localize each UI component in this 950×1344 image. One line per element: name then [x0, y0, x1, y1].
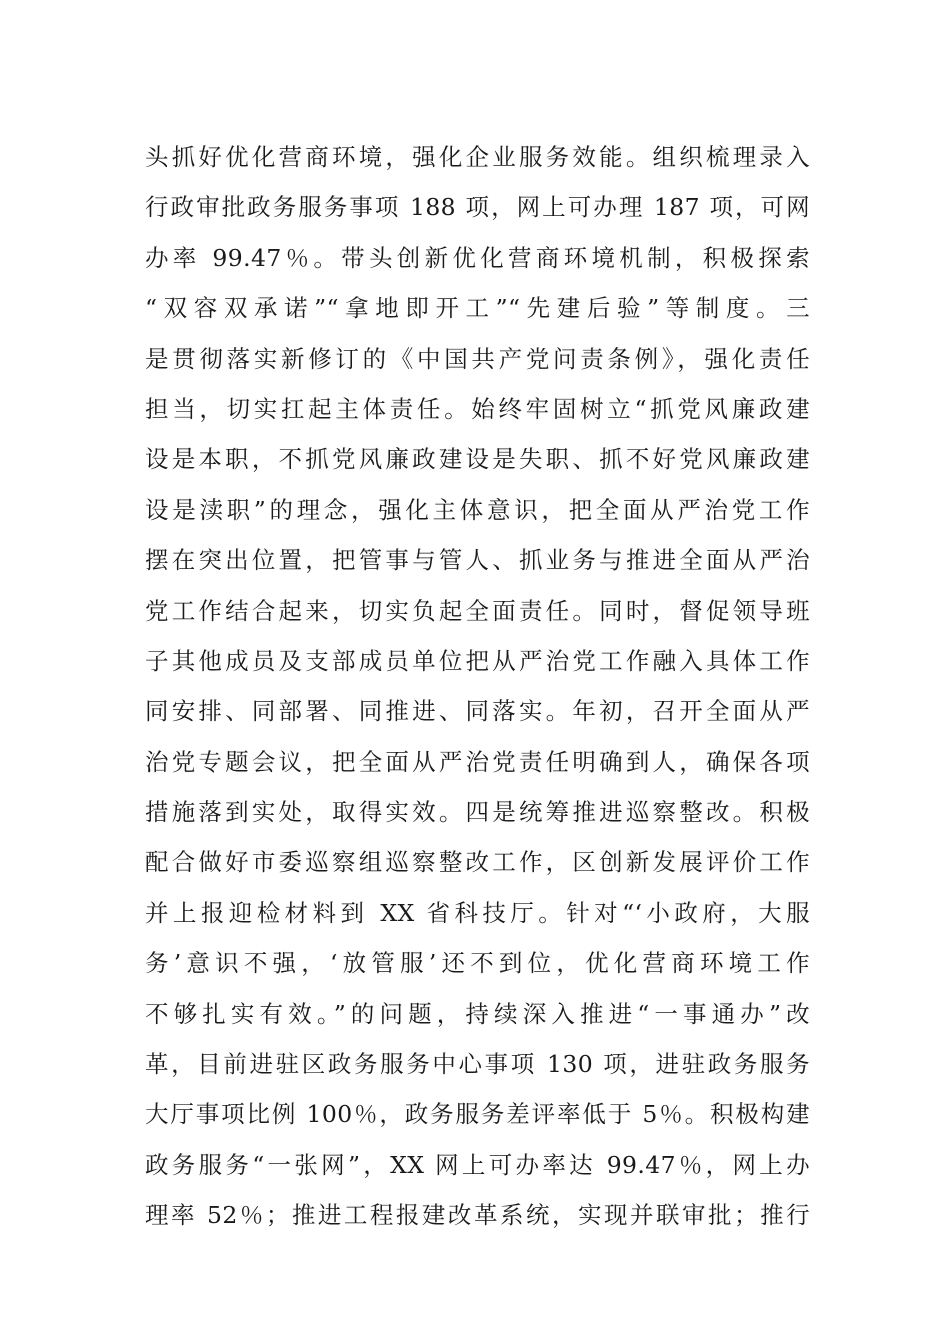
text-line: 务’意识不强，‘放管服’还不到位，优化营商环境工作 — [145, 949, 810, 978]
text-line: 党工作结合起来，切实负起全面责任。同时，督促领导班 — [145, 596, 810, 625]
text-line: 担当，切实扛起主体责任。始终牢固树立“抓党风廉政建 — [145, 394, 810, 423]
text-line: 配合做好市委巡察组巡察整改工作，区创新发展评价工作 — [145, 848, 810, 877]
text-line: 行政审批政务服务事项 188 项，网上可办理 187 项，可网 — [145, 193, 810, 222]
text-line: 摆在突出位置，把管事与管人、抓业务与推进全面从严治 — [145, 546, 810, 575]
text-line: 设是渎职”的理念，强化主体意识，把全面从严治党工作 — [145, 495, 810, 524]
text-line: 是贯彻落实新修订的《中国共产党问责条例》，强化责任 — [145, 344, 810, 373]
text-line: 治党专题会议，把全面从严治党责任明确到人，确保各项 — [145, 747, 810, 776]
text-line: 理率 52％；推进工程报建改革系统，实现并联审批；推行 — [145, 1201, 810, 1230]
text-line: 设是本职，不抓党风廉政建设是失职、抓不好党风廉政建 — [145, 445, 810, 474]
text-line: 办率 99.47％。带头创新优化营商环境机制，积极探索 — [145, 243, 810, 272]
text-line: 大厅事项比例 100％，政务服务差评率低于 5％。积极构建 — [145, 1100, 810, 1129]
body-text — [145, 132, 810, 1241]
text-line: 不够扎实有效。”的问题，持续深入推进“一事通办”改 — [145, 999, 810, 1028]
text-line: 政务服务“一张网”，XX 网上可办率达 99.47％，网上办 — [145, 1150, 810, 1179]
text-line: 子其他成员及支部成员单位把从严治党工作融入具体工作 — [145, 646, 810, 675]
text-line: “双容双承诺”“拿地即开工”“先建后验”等制度。三 — [145, 294, 810, 323]
text-line: 措施落到实处，取得实效。四是统筹推进巡察整改。积极 — [145, 798, 810, 827]
text-line: 并上报迎检材料到 XX 省科技厅。针对“‘小政府，大服 — [145, 898, 810, 927]
text-line: 头抓好优化营商环境，强化企业服务效能。组织梳理录入 — [145, 143, 810, 171]
text-line: 革，目前进驻区政务服务中心事项 130 项，进驻政务服务 — [145, 1050, 810, 1079]
text-line: 同安排、同部署、同推进、同落实。年初，召开全面从严 — [145, 697, 810, 726]
